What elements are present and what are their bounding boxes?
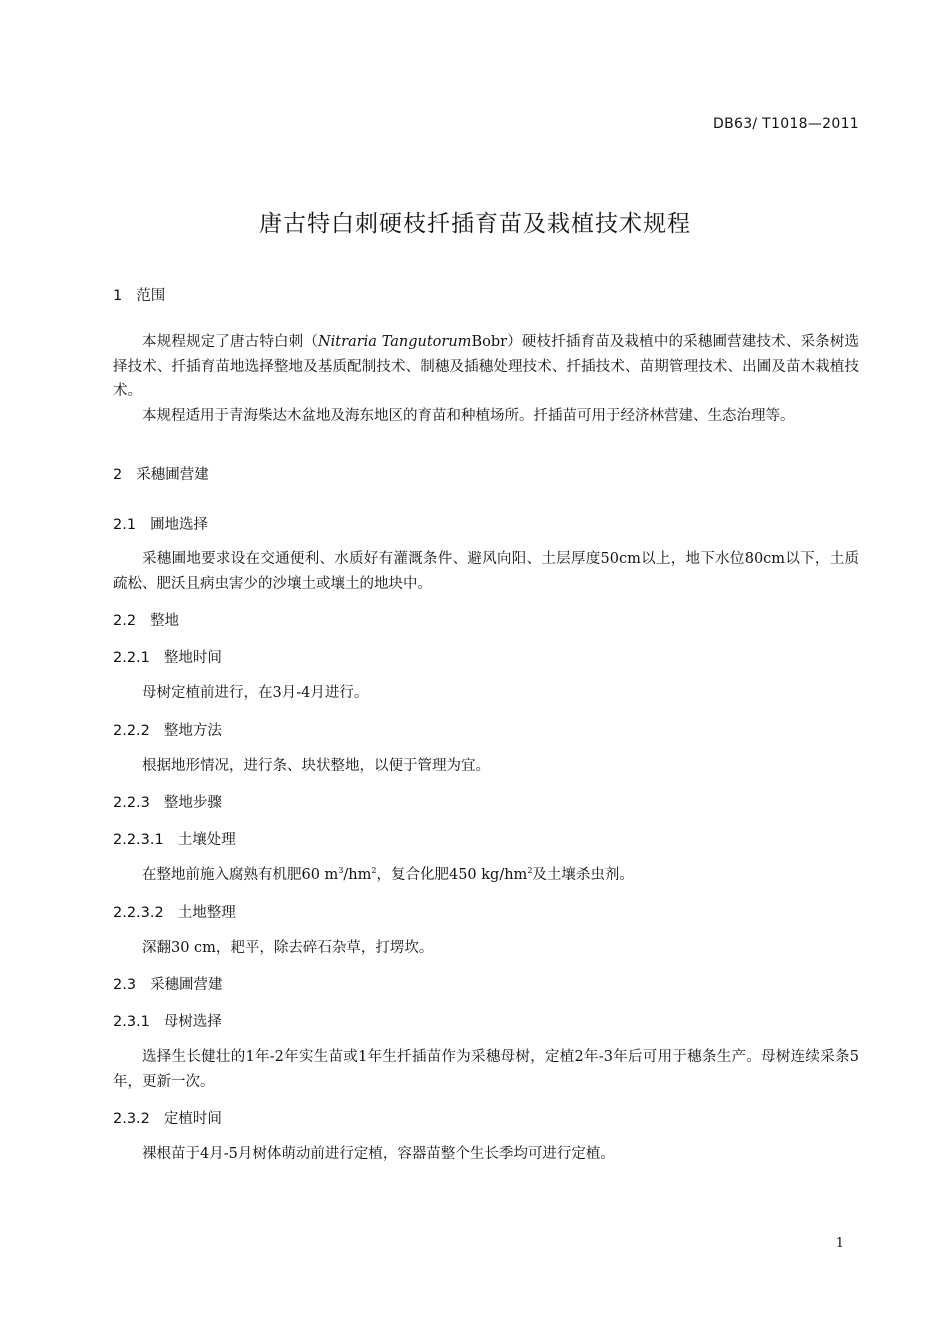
section-2-2-3-2-heading: 2.2.3.2 土地整理 xyxy=(113,904,236,921)
section-2-2-3-heading: 2.2.3 整地步骤 xyxy=(113,795,222,811)
document-title: 唐古特白刺硬枝扦插育苗及栽植技术规程 xyxy=(259,211,691,237)
section-2-3-1-heading: 2.3.1 母树选择 xyxy=(113,1014,222,1030)
section-number: 1 xyxy=(113,288,123,304)
section-2-2-2-heading: 2.2.2 整地方法 xyxy=(113,722,222,739)
section-2-3-heading: 2.3 采穗圃营建 xyxy=(113,977,223,993)
section-2-1-paragraph: 采穗圃地要求设在交通便利、水质好有灌溉条件、避风向阳、土层厚度50cm以上，地下水位80cm以下，土质疏松、肥沃且病虫害少的沙壤土或壤土的地块中。 xyxy=(113,551,859,592)
section-2-2-1-paragraph: 母树定植前进行，在3月-4月进行。 xyxy=(142,685,369,701)
latin-name: Nitraria Tangutorum xyxy=(317,334,472,350)
section-2-2-3-1-heading: 2.2.3.1 土壤处理 xyxy=(113,832,236,848)
section-2-2-1-heading: 2.2.1 整地时间 xyxy=(113,650,222,666)
section-2-3-2-paragraph: 裸根苗于4月-5月树体萌动前进行定植，容器苗整个生长季均可进行定植。 xyxy=(142,1146,615,1162)
section-2-3-2-heading: 2.3.2 定植时间 xyxy=(113,1111,222,1127)
section-1-heading xyxy=(113,285,859,307)
section-2-3-1-paragraph: 选择生长健壮的1年-2年实生苗或1年生扦插苗作为采穗母树，定植2年-3年后可用于穗条生产。母树连续采条5年，更新一次。 xyxy=(113,1049,859,1090)
section-2-1-heading: 2.1 圃地选择 xyxy=(113,517,209,533)
section-1-paragraph-1: 本规程规定了唐古特白刺（Nitraria TangutorumBobr）硬枝扦插育苗及栽植中的采穗圃营建技术、采条树选择技术、扦插育苗地选择整地及基质配制技术、制穗及插穗处理技术、扦插技术、苗期管理技术、出圃及苗木栽植技术。 xyxy=(113,334,859,399)
section-1-paragraph-2: 本规程适用于青海柴达木盆地及海东地区的育苗和种植场所。扦插苗可用于经济林营建、生态治理等。 xyxy=(142,407,795,424)
section-2-2-2-paragraph: 根据地形情况，进行条、块状整地，以便于管理为宜。 xyxy=(142,757,490,774)
section-2-2-heading: 2.2 整地 xyxy=(113,613,180,629)
section-2-2-3-2-paragraph: 深翻30 cm，耙平，除去碎石杂草，打塄坎。 xyxy=(142,939,434,956)
document-body xyxy=(113,285,859,1167)
page-number: 1 xyxy=(835,1236,844,1251)
section-2-heading: 2 采穗圃营建 xyxy=(113,467,209,483)
section-2-2-3-1-paragraph: 在整地前施入腐熟有机肥60 $m^3/hm^2$，复合化肥450 $kg/hm^2$及土壤杀虫剂。 xyxy=(142,866,634,883)
section-title: 范围 xyxy=(136,288,166,304)
document-code: DB63/ T1018—2011 xyxy=(713,116,859,132)
